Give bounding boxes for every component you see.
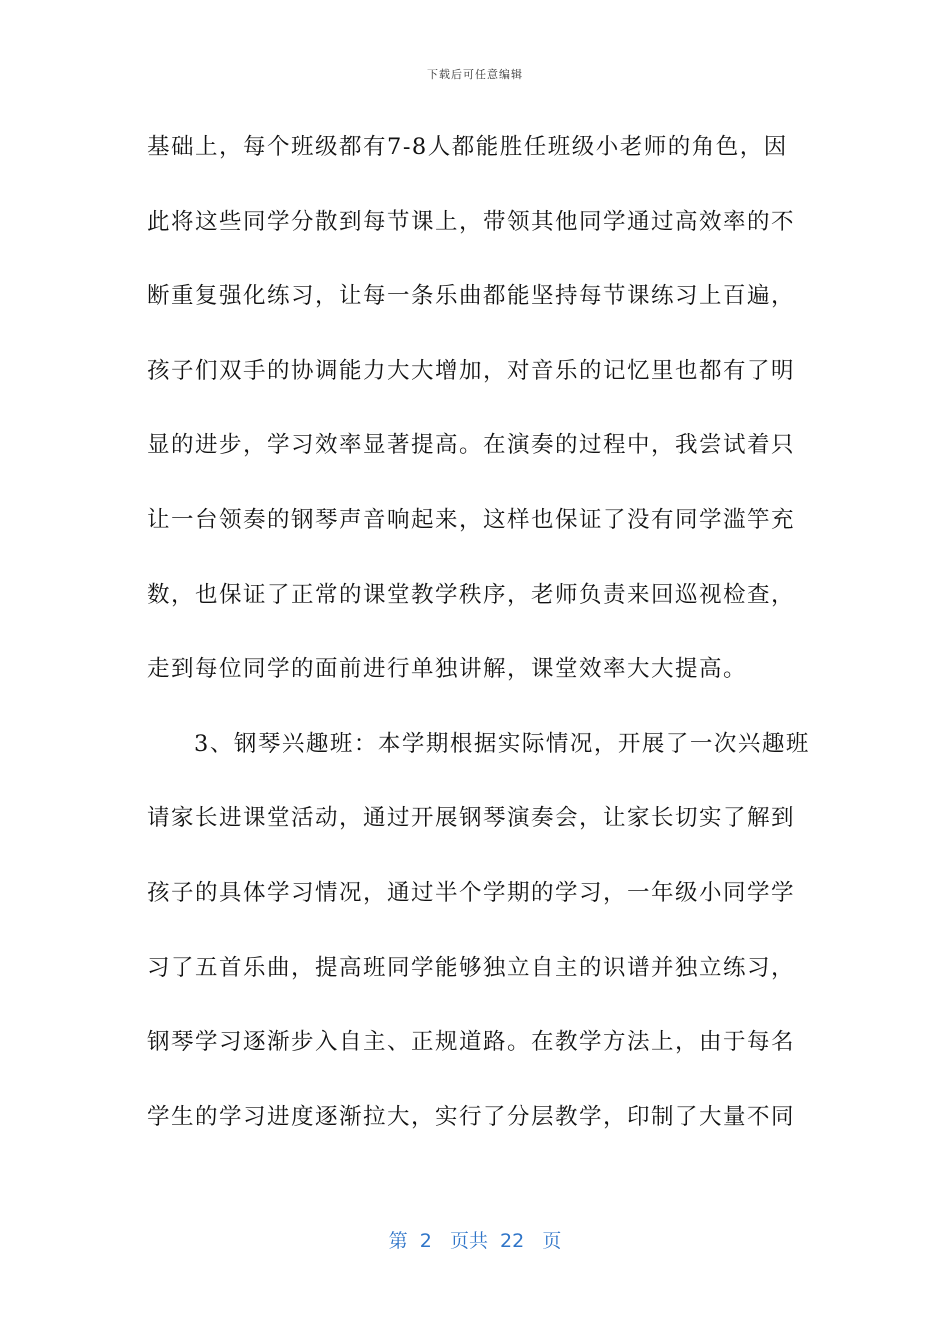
text-line: 断重复强化练习，让每一条乐曲都能坚持每节课练习上百遍， bbox=[147, 283, 796, 310]
text-line: 显的进步，学习效率显著提高。在演奏的过程中，我尝试着只 bbox=[147, 432, 796, 459]
text-line: 孩子的具体学习情况，通过半个学期的学习，一年级小同学学 bbox=[147, 879, 796, 906]
text-line: 孩子们双手的协调能力大大增加，对音乐的记忆里也都有了明 bbox=[147, 357, 796, 384]
page-number-footer: 第 2 页共 22 页 bbox=[388, 1230, 562, 1252]
text-line: 走到每位同学的面前进行单独讲解，课堂效率大大提高。 bbox=[147, 656, 748, 683]
body-text bbox=[147, 121, 810, 1165]
text-line: 学生的学习进度逐渐拉大，实行了分层教学，印制了大量不同 bbox=[147, 1103, 796, 1130]
text-line: 基础上，每个班级都有7-8人都能胜任班级小老师的角色，因 bbox=[147, 134, 788, 160]
paragraph-start-line: 3、钢琴兴趣班：本学期根据实际情况，开展了一次兴趣班 bbox=[194, 730, 810, 757]
page-header: 下载后可任意编辑 bbox=[427, 68, 523, 81]
text-line: 让一台领奏的钢琴声音响起来，这样也保证了没有同学滥竽充 bbox=[147, 506, 796, 533]
text-line: 请家长进课堂活动，通过开展钢琴演奏会，让家长切实了解到 bbox=[147, 805, 796, 832]
text-line: 此将这些同学分散到每节课上，带领其他同学通过高效率的不 bbox=[147, 208, 796, 235]
text-line: 习了五首乐曲，提高班同学能够独立自主的识谱并独立练习， bbox=[147, 954, 796, 981]
text-line: 数，也保证了正常的课堂教学秩序，老师负责来回巡视检查， bbox=[147, 581, 796, 608]
text-line: 钢琴学习逐渐步入自主、正规道路。在教学方法上，由于每名 bbox=[147, 1029, 796, 1056]
